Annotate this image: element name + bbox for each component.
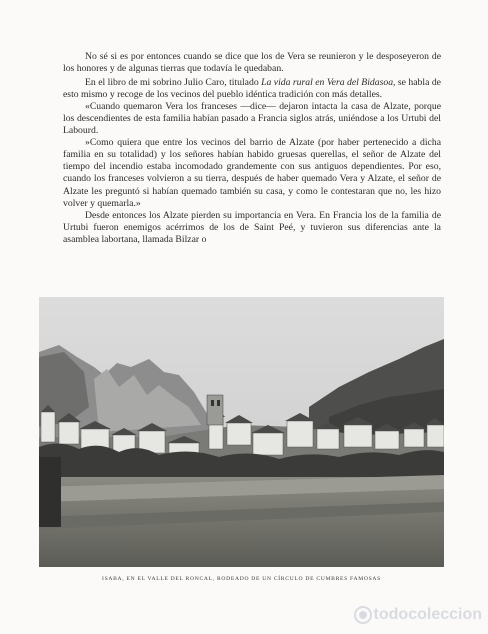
paragraph-2 xyxy=(63,77,441,101)
photo-caption: ISABA, EN EL VALLE DEL RONCAL, RODEADO DE UN CÍRCULO DE CUMBRES FAMOSAS xyxy=(102,576,381,582)
watermark-logo-icon xyxy=(354,606,372,624)
body-text xyxy=(63,51,441,246)
paragraph-1: No sé si es por entonces cuando se dice que los de Vera se reunieron y le desposeyeron de los honores y de algunas tierras que todavía le quedaban. xyxy=(63,51,441,75)
village-photo-illustration xyxy=(39,297,444,567)
paragraph-2-before: En el libro de mi sobrino Julio Caro, titulado xyxy=(85,76,262,88)
village-photo xyxy=(39,297,444,567)
paragraph-2-after: , se habla de esto mismo y recoge de los vecinos del pueblo idéntica tradición con más detalles. xyxy=(63,76,441,100)
paragraph-4: »Como quiera que entre los vecinos del barrio de Alzate (por haber pertenecido a dicha familia en su totalidad) y los señores habían habido gruesas querellas, el señor de Alzate del tiempo del incendio estaba incomodado grandemente con sus antiguos dependientes. Por eso, cuando los franceses volvieron a su tierra, después de haber quemado Vera y Alzate, el señor de Alzate les preguntó si habían quemado también su casa, y como le contestaran que no, les hizo volver y quemarla.» xyxy=(63,137,441,209)
watermark xyxy=(312,604,482,626)
watermark-text: todocoleccion xyxy=(373,606,482,623)
paragraph-3: «Cuando quemaron Vera los franceses —dice— dejaron intacta la casa de Alzate, porque los descendientes de esta familia habían pasado a Francia siglos atrás, uniéndose a los Urtubi del Labourd. xyxy=(63,100,441,137)
book-title: La vida rural en Vera del Bidasoa xyxy=(261,76,394,88)
paragraph-5: Desde entonces los Alzate pierden su importancia en Vera. En Francia los de la familia de Urtubi fueron enemigos acérrimos de los de Saint Peé, y tuvieron sus diferencias ante la asamblea labortana, llamada Bilzar o xyxy=(63,209,441,245)
